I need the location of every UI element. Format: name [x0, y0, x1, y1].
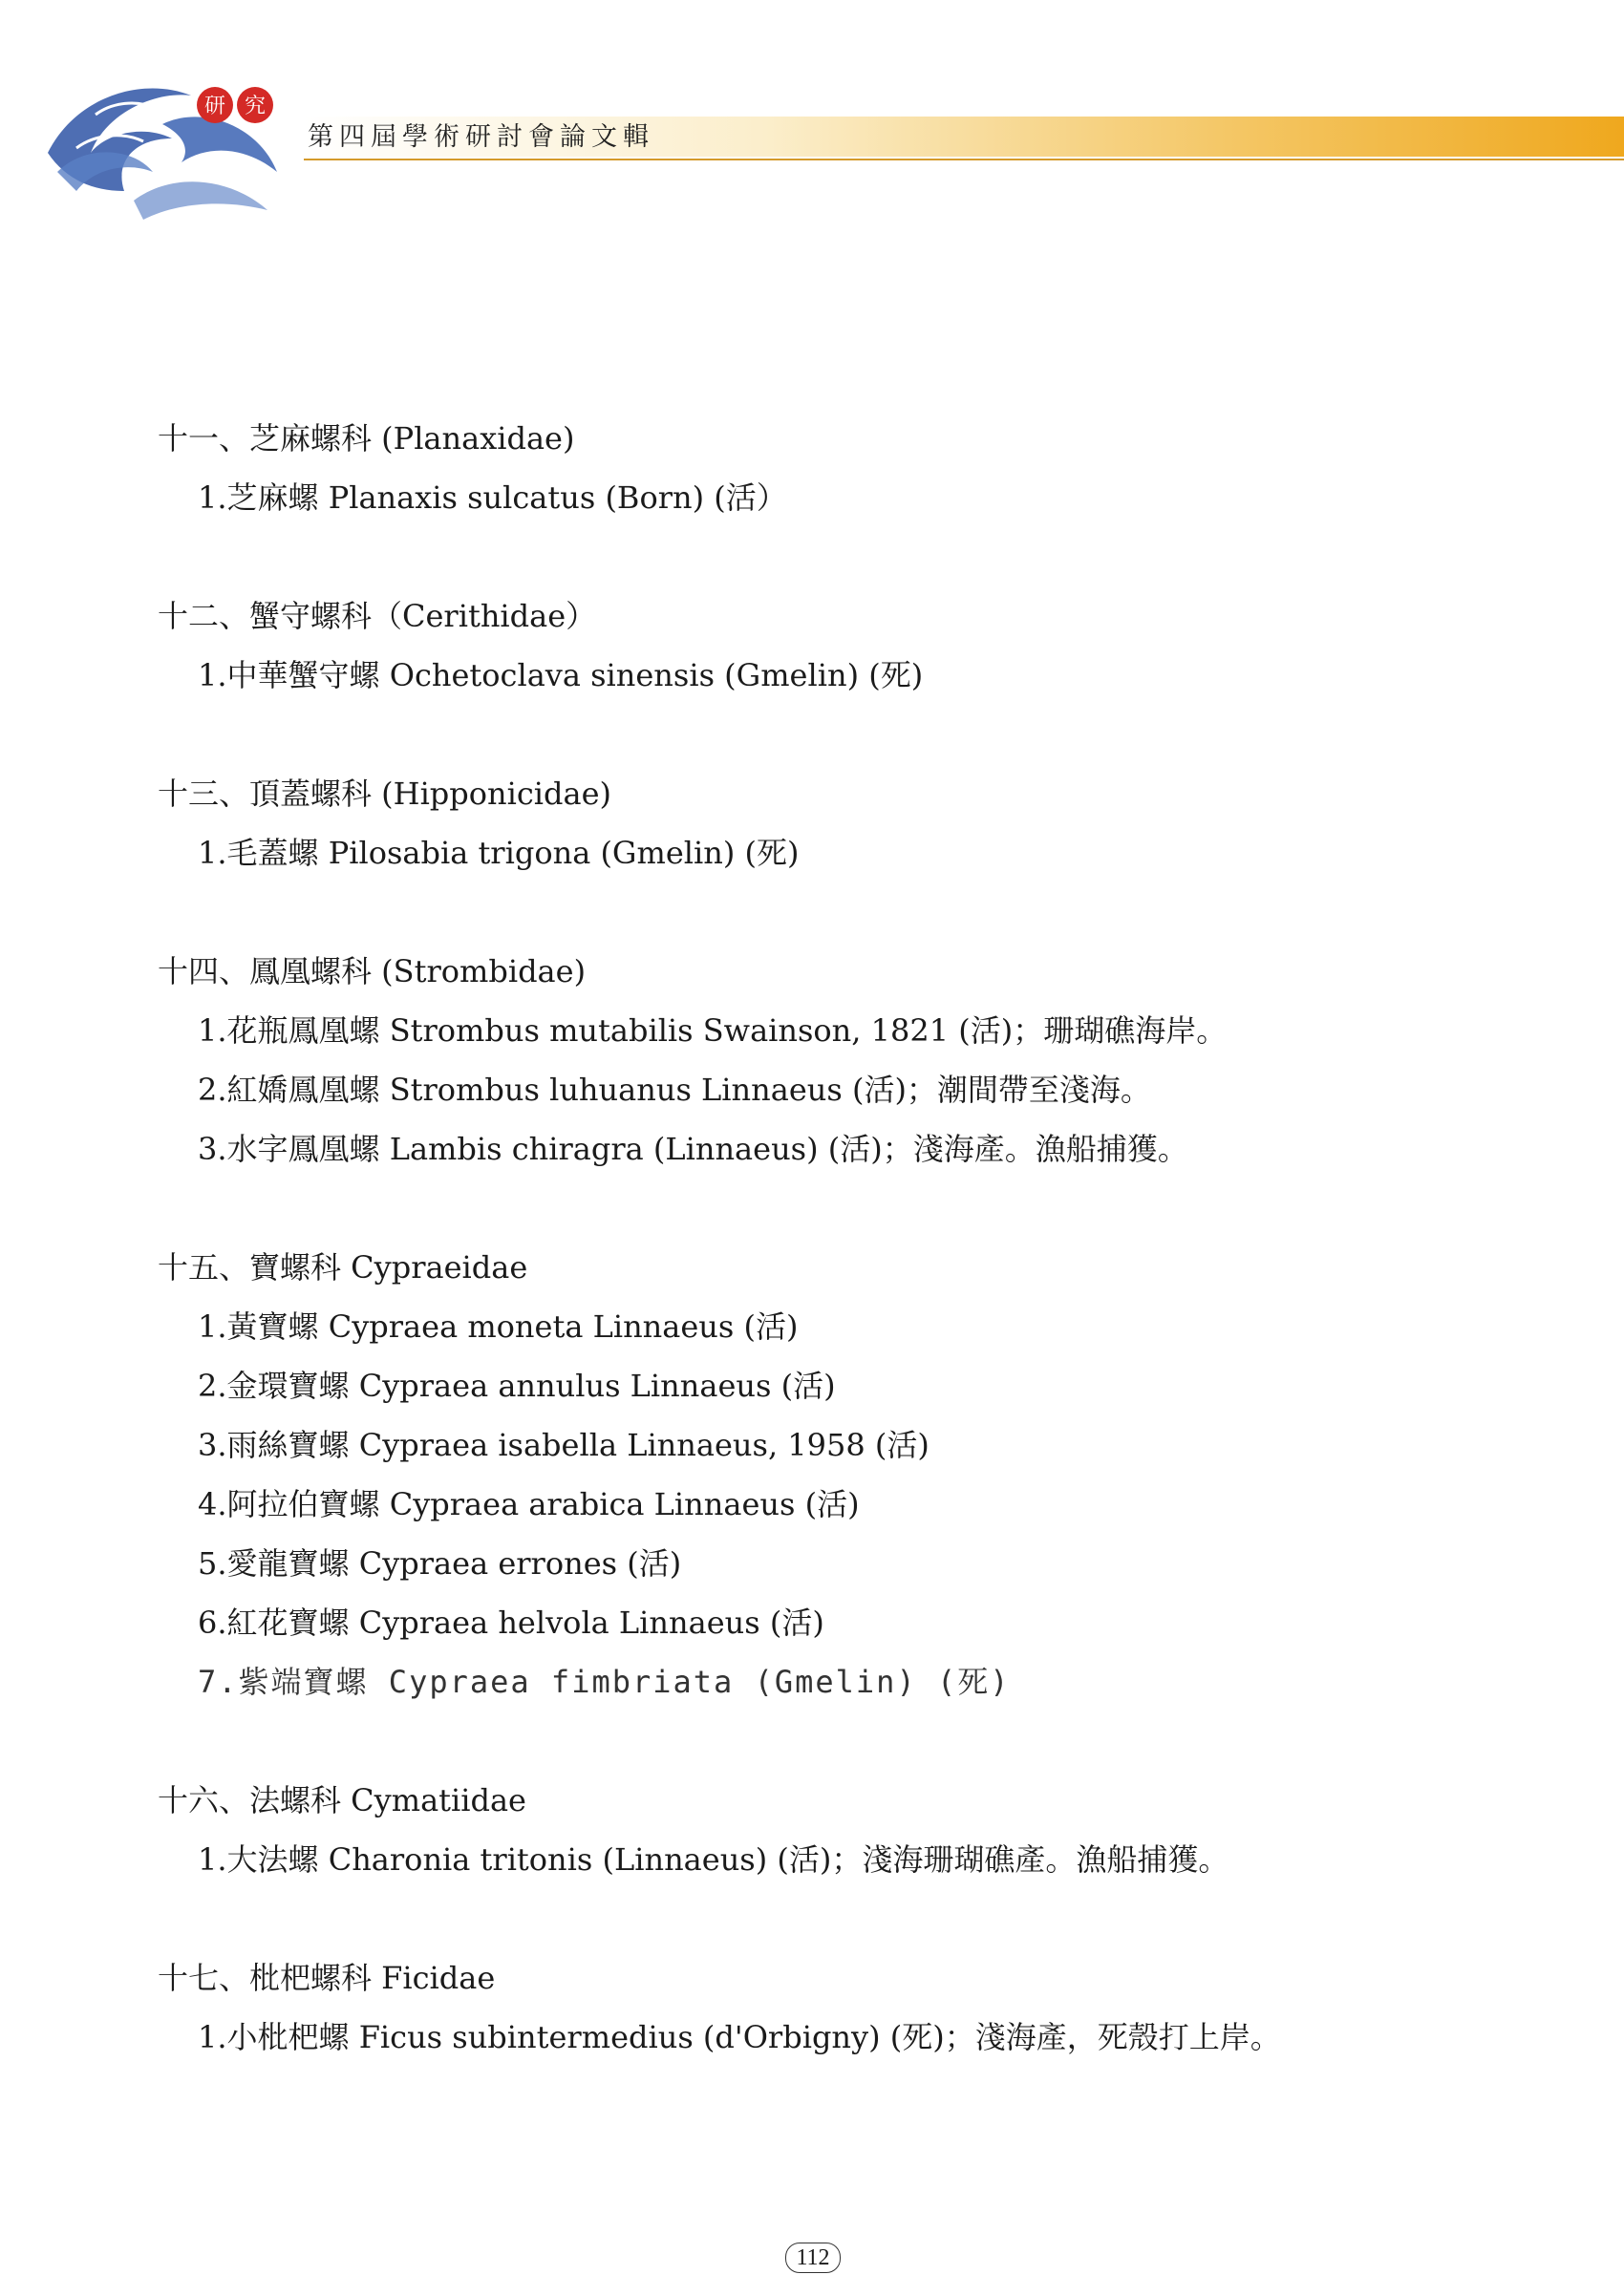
journal-title: 第四屆學術研討會論文輯	[308, 122, 654, 152]
family-section	[158, 942, 1514, 1179]
family-section	[158, 586, 1514, 705]
species-item: 2.金環寶螺 Cypraea annulus Linnaeus (活)	[198, 1368, 836, 1404]
species-item: 7.紫端寶螺 Cypraea fimbriata (Gmelin) (死)	[198, 1664, 1011, 1700]
family-section	[158, 1948, 1514, 2067]
family-heading: 十六、法螺科 Cymatiidae	[158, 1782, 526, 1818]
species-item: 2.紅嬌鳳凰螺 Strombus luhuanus Linnaeus (活)；潮間帶至淺海。	[198, 1072, 1151, 1108]
species-item: 1.花瓶鳳凰螺 Strombus mutabilis Swainson, 1821 (活)；珊瑚礁海岸。	[198, 1012, 1228, 1049]
family-heading: 十四、鳳凰螺科 (Strombidae)	[158, 953, 587, 989]
family-section	[158, 1771, 1514, 1889]
family-heading: 十三、頂蓋螺科 (Hipponicidae)	[158, 776, 612, 812]
species-item: 5.愛龍寶螺 Cypraea errones (活)	[198, 1545, 682, 1582]
family-heading: 十五、寶螺科 Cypraeidae	[158, 1249, 528, 1286]
family-heading: 十七、枇杷螺科 Ficidae	[158, 1960, 496, 1996]
penghu-research-logo-icon	[38, 57, 296, 229]
svg-text:究: 究	[244, 95, 267, 118]
species-item: 1.毛蓋螺 Pilosabia trigona (Gmelin) (死)	[198, 835, 800, 871]
species-item: 1.黃寶螺 Cypraea moneta Linnaeus (活)	[198, 1308, 799, 1345]
species-item: 1.大法螺 Charonia tritonis (Linnaeus) (活)；淺海珊瑚礁產。漁船捕獲。	[198, 1841, 1229, 1878]
family-heading: 十一、芝麻螺科 (Planaxidae)	[158, 420, 575, 457]
family-section	[158, 1238, 1514, 1711]
family-section	[158, 409, 1514, 527]
species-list	[158, 409, 1514, 2126]
species-item: 4.阿拉伯寶螺 Cypraea arabica Linnaeus (活)	[198, 1486, 860, 1522]
species-item: 3.雨絲寶螺 Cypraea isabella Linnaeus, 1958 (活)	[198, 1427, 930, 1463]
species-item: 3.水字鳳凰螺 Lambis chiragra (Linnaeus) (活)；淺海產。漁船捕獲。	[198, 1131, 1188, 1167]
svg-text:研: 研	[203, 95, 226, 118]
page-number: 112	[785, 2243, 841, 2273]
species-item: 1.小枇杷螺 Ficus subintermedius (d'Orbigny) (死)；淺海產，死殼打上岸。	[198, 2019, 1281, 2055]
species-item: 6.紅花寶螺 Cypraea helvola Linnaeus (活)	[198, 1605, 824, 1641]
header-divider	[304, 159, 1624, 160]
species-item: 1.芝麻螺 Planaxis sulcatus (Born) (活）	[198, 479, 787, 516]
species-item: 1.中華蟹守螺 Ochetoclava sinensis (Gmelin) (死)	[198, 657, 924, 693]
family-heading: 十二、蟹守螺科（Cerithidae）	[158, 598, 597, 634]
family-section	[158, 764, 1514, 882]
journal-logo	[38, 57, 296, 229]
